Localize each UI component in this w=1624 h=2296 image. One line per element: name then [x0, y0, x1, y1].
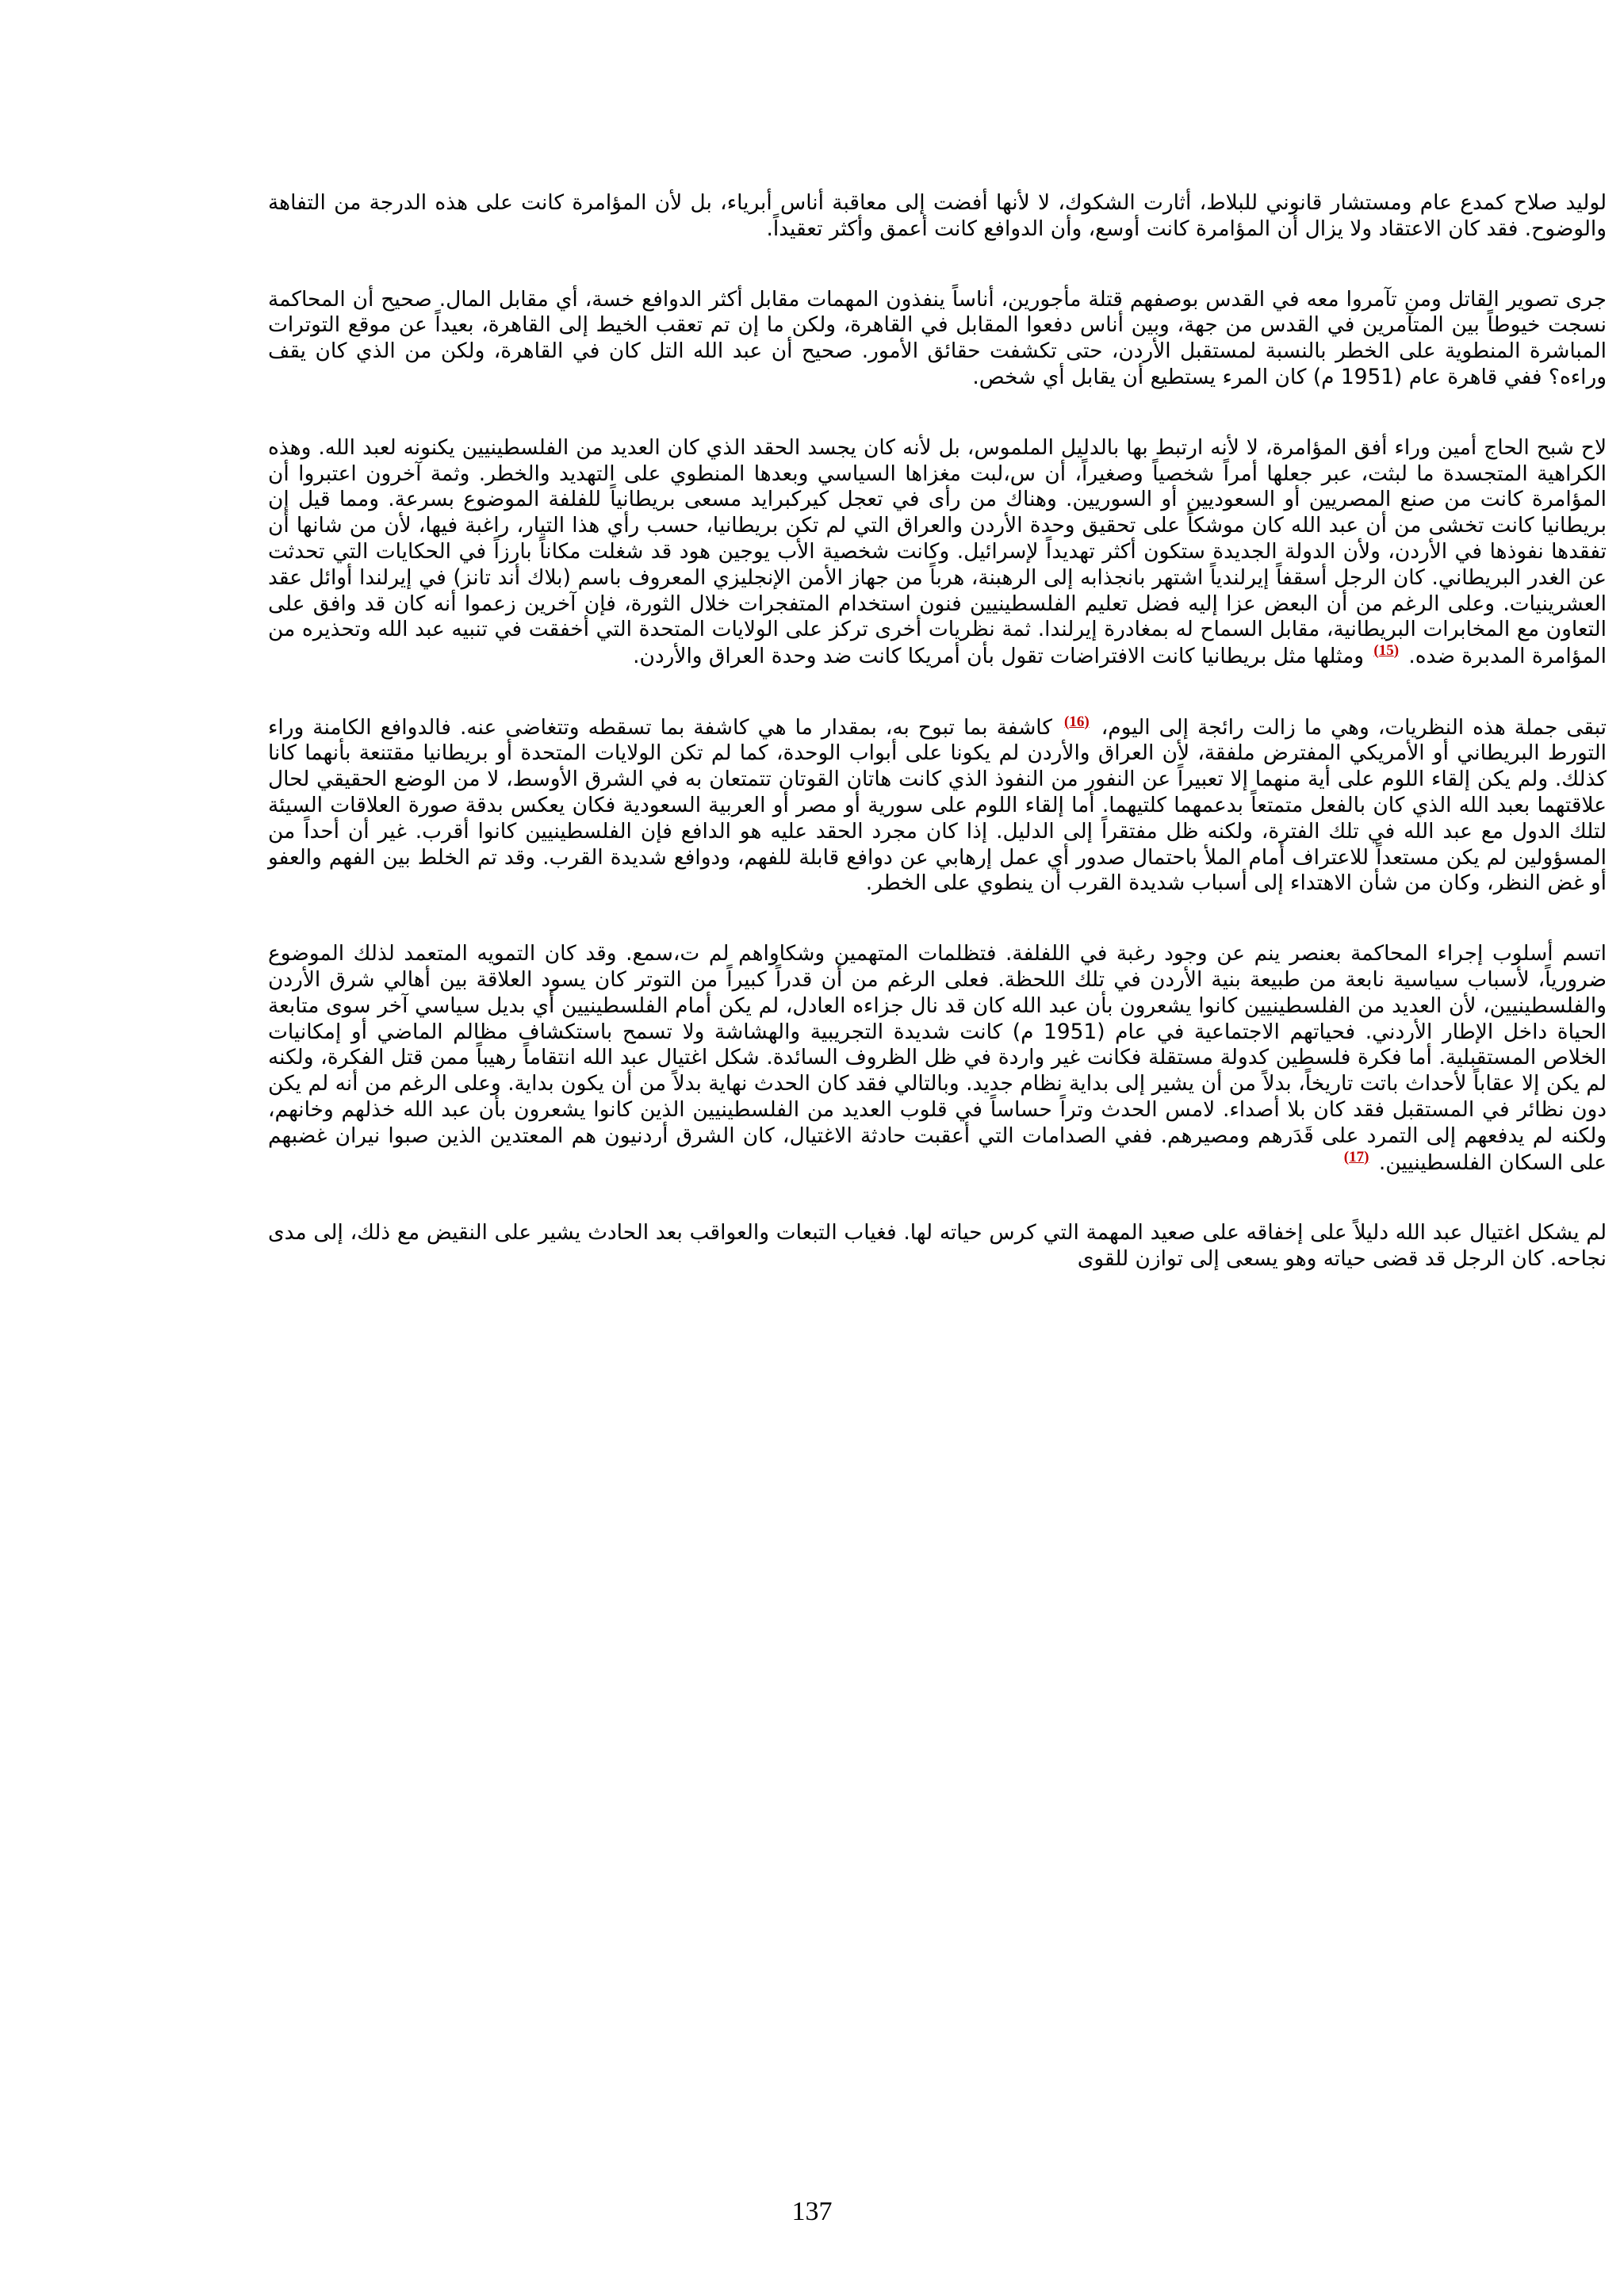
paragraph-1 — [268, 190, 1607, 243]
paragraph-text-continued: كاشفة بما تبوح به، بمقدار ما هي كاشفة بما تسقطه وتتغاضى عنه. فالدوافع الكامنة وراء التورط البريطاني أو الأمريكي المفترض ملفقة، لأن العراق والأردن لم يكونا على أبواب الوحدة، كما لم تكن الولايات المتحدة أو بريطانيا مقتنعة بأنهما كانا كذلك. ولم يكن إلقاء اللوم على أية منهما إلا تعبيراً عن النفور من النفوذ الذي كانت هاتان القوتان تتمتعان به في الشرق الأوسط، لا من الوضع الحقيقي لحال علاقتهما بعبد الله الذي كان بالفعل متمتعاً بدعمهما كلتيهما. أما إلقاء اللوم على سورية أو مصر أو العربية السعودية فكان يعكس بدقة صورة العلاقات السيئة لتلك الدول مع عبد الله في تلك الفترة، ولكنه ظل مفتقراً إلى الدليل. إذا كان مجرد الحقد عليه هو الدافع فإن الفلسطينيين كانوا أقرب. غير أن أحداً من المسؤولين لم يكن مستعداً للاعتراف أمام الملأ باحتمال صدور أي عمل إرهابي عن دوافع قابلة للفهم، ودوافع شديدة القرب. وقد تم الخلط بين الفهم والعفو أو غض النظر، وكان من شأن الاهتداء إلى أسباب شديدة القرب أن ينطوي على الخطر. — [268, 714, 1607, 896]
footnote-link-16[interactable]: (16) — [1064, 713, 1090, 730]
paragraph-2 — [268, 287, 1607, 391]
paragraph-text-continued: ومثلها مثل بريطانيا كانت الافتراضات تقول بأن أمريكا كانت ضد وحدة العراق والأردن. — [633, 643, 1364, 668]
paragraph-text: اتسم أسلوب إجراء المحاكمة بعنصر ينم عن وجود رغبة في اللفلفة. فتظلمات المتهمين وشكاواهم لم ت،سمع. وقد كان التمويه المتعمد لذلك الموضوع ضرورياً، لأسباب سياسية نابعة من طبيعة بنية الأردن في تلك اللحظة. فعلى الرغم من أن قدراً كبيراً من التوتر كان يسود العلاقة بين أهالي شرق الأردن والفلسطينيين، لأن العديد من الفلسطينيين كانوا يشعرون بأن عبد الله كان قد نال جزاءه العادل، لم يكن أمام الفلسطينيين أي بديل سياسي آخر سوى متابعة الحياة داخل الإطار الأردني. فحياتهم الاجتماعية في عام (1951 م) كانت شديدة التجريبية والهشاشة ولا تسمح باستكشاف مظالم الماضي أو إمكانيات الخلاص المستقبلية. أما فكرة فلسطين كدولة مستقلة فكانت غير واردة في ظل الظروف السائدة. شكل اغتيال عبد الله انتقاماً رهيباً ممن قتل الفكرة، ولكنه لم يكن إلا عقاباً لأحداث باتت تاريخاً، بدلاً من أن يشير إلى بداية نظام جديد. وبالتالي فقد كان الحدث نهاية بدلاً من أن يكون بداية. وعلى الرغم من أنه لم يكن دون نظائر في المستقبل فقد كان بلا أصداء. لامس الحدث وتراً حساساً في قلوب العديد من الفلسطينيين الذين كانوا يشعرون بأن عبد الله خذلهم وخانهم، ولكنه لم يدفعهم إلى التمرد على قَدَرهم ومصيرهم. ففي الصدامات التي أعقبت حادثة الاغتيال، كان الشرق أردنيون هم المعتدين الذين صبوا نيران غضبهم على السكان الفلسطينيين. — [268, 941, 1607, 1175]
paragraph-5 — [268, 941, 1607, 1176]
page-number: 137 — [791, 2197, 833, 2226]
paragraph-6 — [268, 1220, 1607, 1272]
footnote-link-17[interactable]: (17) — [1343, 1148, 1369, 1165]
footnote-link-15[interactable]: (15) — [1373, 642, 1400, 660]
page-body — [268, 190, 1607, 1317]
paragraph-text: جرى تصوير القاتل ومن تآمروا معه في القدس بوصفهم قتلة مأجورين، أناساً ينفذون المهمات مقابل أكثر الدوافع خسة، أي مقابل المال. صحيح أن المحاكمة نسجت خيوطاً بين المتآمرين في القدس من جهة، وبين أناس دفعوا المقابل في القاهرة، ولكن ما إن تم تعقب الخيط إلى القاهرة، بعيداً عن موقع التوترات المباشرة المنطوية على الخطر بالنسبة لمستقبل الأردن، حتى تكشفت حقائق الأمور. صحيح أن عبد الله التل كان في القاهرة، ولكن من الذي كان يقف وراءه؟ ففي قاهرة عام (1951 م) كان المرء يستطيع أن يقابل أي شخص. — [268, 286, 1607, 389]
paragraph-3 — [268, 435, 1607, 670]
paragraph-text: لاح شبح الحاج أمين وراء أفق المؤامرة، لا لأنه ارتبط بها بالدليل الملموس، بل لأنه كان يجسد الحقد الذي كان العديد من الفلسطينيين يكنونه لعبد الله. وهذه الكراهية المتجسدة ما لبثت، عبر جعلها أمراً شخصياً وصغيراً، أن س،لبت مغزاها السياسي وبعدها المنطوي على التهديد والخطر. وثمة آخرون اعتبروا أن المؤامرة كانت من صنع المصريين أو السعوديين أو السوريين. وهناك من رأى في تعجل كيركبرايد مسعى بريطانياً للفلفة الموضوع بسرعة. ومما قيل إن بريطانيا كانت تخشى من أن عبد الله كان موشكاً على تحقيق وحدة الأردن والعراق التي لم تكن بريطانيا، حسب رأي هذا التيار، راغبة فيها، لأن من شانها أن تفقدها نفوذها في الأردن، ولأن الدولة الجديدة ستكون أكثر تهديداً لإسرائيل. وكانت شخصية الأب يوجين هود قد شغلت مكاناً بارزاً في الحكايات التي تحدثت عن الغدر البريطاني. كان الرجل أسقفاً إيرلندياً اشتهر بانجذابه إلى الرهبنة، هرباً من جهاز الأمن الإنجليزي المعروف باسم (بلاك أند تانز) في إيرلندا أوائل عقد العشرينيات. وعلى الرغم من أن البعض عزا إليه فضل تعليم الفلسطينيين فنون استخدام المتفجرات خلال الثورة، فإن آخرين زعموا أنه كان قد وافق على التعاون مع المخابرات البريطانية، مقابل السماح له بمغادرة إيرلندا. ثمة نظريات أخرى تركز على الولايات المتحدة التي أخفقت في تنبيه عبد الله وتحذيره من المؤامرة المدبرة ضده. — [268, 434, 1607, 668]
paragraph-text: لوليد صلاح كمدع عام ومستشار قانوني للبلاط، أثارت الشكوك، لا لأنها أفضت إلى معاقبة أناس أبرياء، بل لأن المؤامرة كانت على هذه الدرجة من التفاهة والوضوح. فقد كان الاعتقاد ولا يزال أن المؤامرة كانت أوسع، وأن الدوافع كانت أعمق وأكثر تعقيداً. — [268, 190, 1607, 241]
paragraph-text: تبقى جملة هذه النظريات، وهي ما زالت رائجة إلى اليوم، — [1101, 714, 1607, 740]
paragraph-4 — [268, 714, 1607, 897]
paragraph-text: لم يشكل اغتيال عبد الله دليلاً على إخفاقه على صعيد المهمة التي كرس حياته لها. فغياب التبعات والعواقب بعد الحادث يشير على النقيض مع ذلك، إلى مدى نجاحه. كان الرجل قد قضى حياته وهو يسعى إلى توازن للقوى — [268, 1220, 1607, 1271]
